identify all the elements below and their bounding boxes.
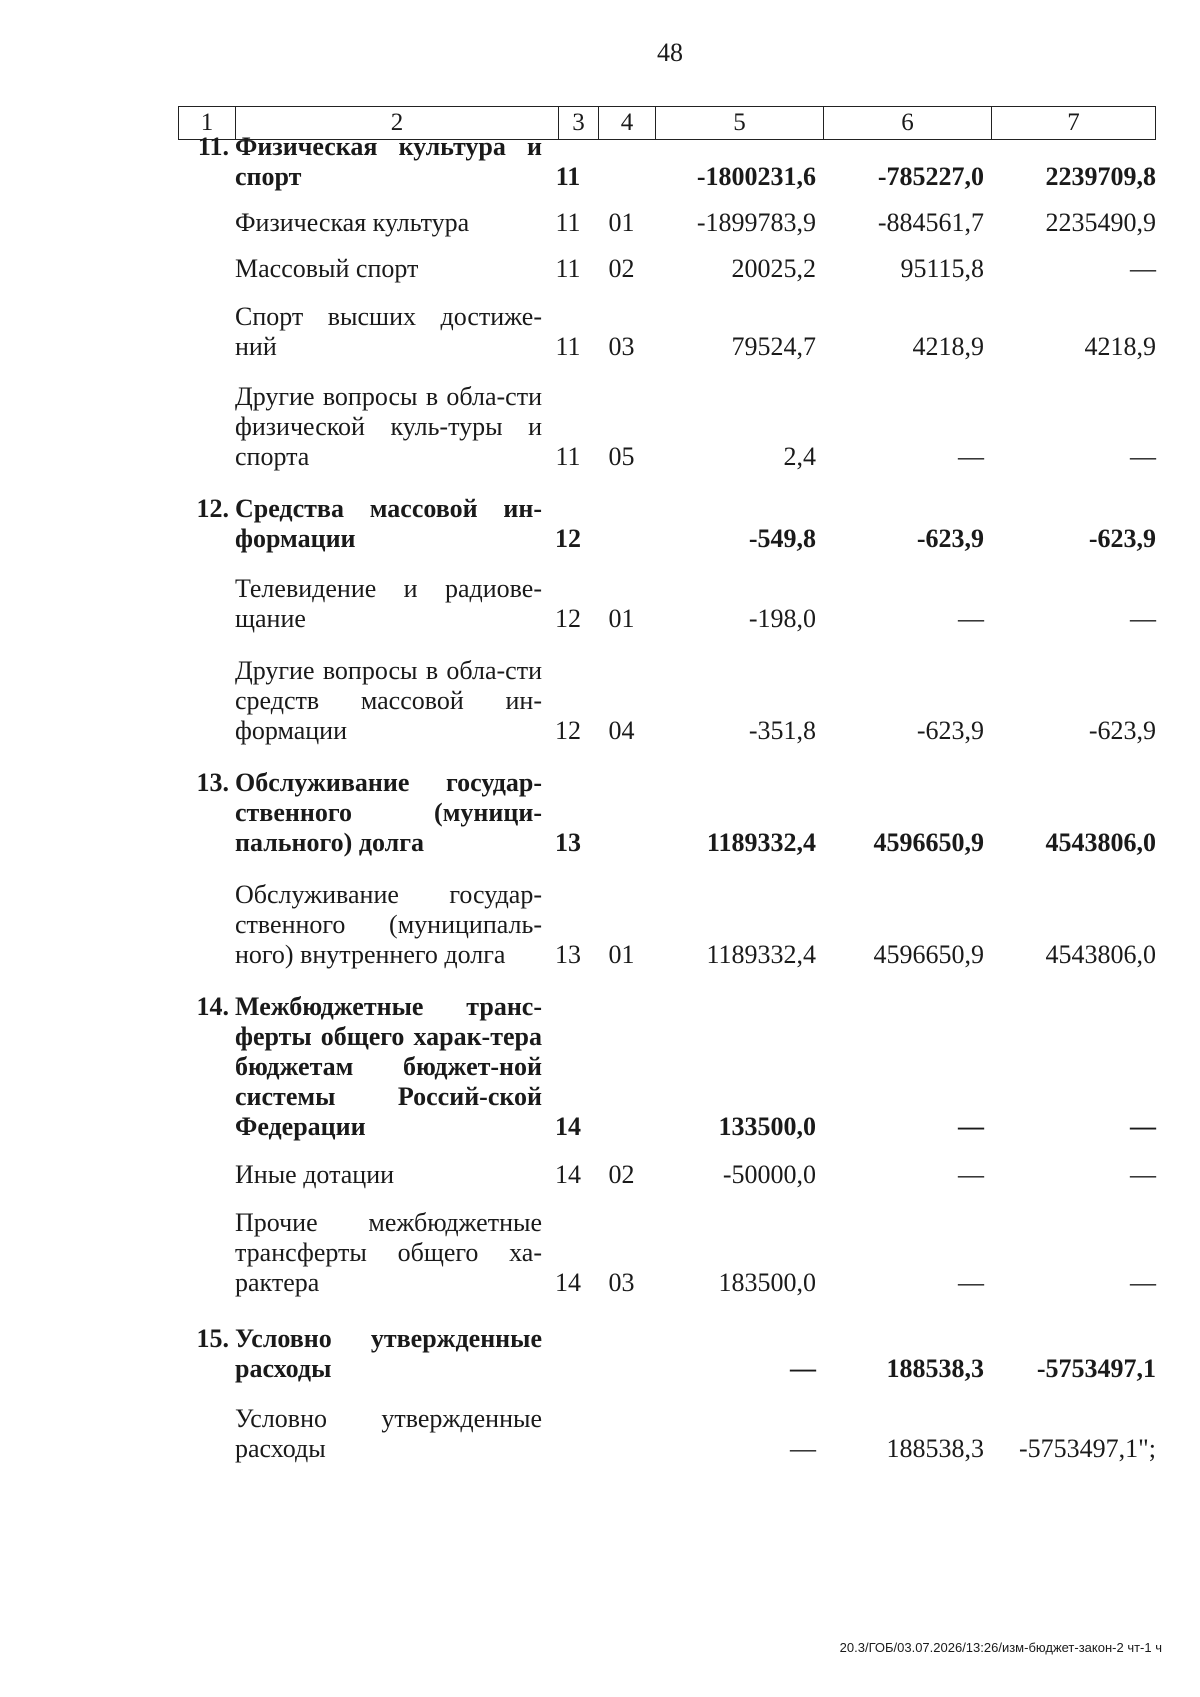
header-col-7: 7 [1067,109,1080,136]
row-value-col5: -1800231,6 [696,162,816,191]
table-row [178,768,1156,858]
row-value-col7: 2235490,9 [1045,208,1156,237]
row-name: Прочие межбюджетные трансферты общего ха-рактера [235,1208,542,1297]
row-subsection: 02 [608,254,635,283]
row-name: Обслуживание государ-ственного (муници-пального) долга [235,768,542,857]
row-value-col5: 20025,2 [731,254,816,283]
row-value-col7: -5753497,1 [1036,1354,1156,1383]
row-section: 11 [555,162,581,191]
row-value-col5: -50000,0 [722,1160,816,1189]
row-value-col7: 4218,9 [1084,332,1156,361]
row-number: 13. [196,768,229,797]
row-name: Физическая культура и спорт [235,132,542,191]
row-value-col7: 4543806,0 [1045,828,1156,857]
row-value-col6: — [958,1160,984,1189]
row-value-col6: 95115,8 [900,254,984,283]
row-value-col7: — [1130,254,1156,283]
row-section: 11 [555,254,581,283]
row-section: 12 [555,524,581,553]
row-name: Другие вопросы в обла-сти физической куль-туры и спорта [235,382,542,471]
row-name: Обслуживание государ-ственного (муниципаль-ного) внутреннего долга [235,880,542,969]
row-number: 14. [196,992,229,1021]
row-subsection: 03 [608,332,635,361]
row-value-col6: -785227,0 [877,162,984,191]
row-value-col7: -623,9 [1088,524,1156,553]
row-name: Другие вопросы в обла-сти средств массовой ин-формации [235,656,542,745]
table-row [178,992,1156,1142]
row-value-col5: -549,8 [748,524,816,553]
row-section: 14 [555,1268,581,1297]
row-value-col6: 4596650,9 [873,828,984,857]
row-section: 13 [555,828,581,857]
row-subsection: 02 [608,1160,635,1189]
row-name: Средства массовой ин-формации [235,494,542,553]
row-value-col5: 133500,0 [718,1112,816,1141]
row-name: Межбюджетные транс-ферты общего харак-тера бюджетам бюджет-ной системы Россий-ской Федерации [235,992,542,1141]
row-value-col5: — [790,1434,816,1463]
header-col-3: 3 [559,107,599,139]
row-section: 12 [555,716,581,745]
row-value-col5: 1189332,4 [706,828,816,857]
row-value-col5: -198,0 [748,604,816,633]
table-row [178,1404,1156,1464]
table-row [178,132,1156,192]
row-section: 11 [555,332,581,361]
header-col-5: 5 [656,107,824,139]
row-name: Спорт высших достиже-ний [235,302,542,361]
row-section: 12 [555,604,581,633]
row-value-col5: 79524,7 [731,332,816,361]
row-value-col5: 183500,0 [718,1268,816,1297]
row-name: Массовый спорт [235,254,419,283]
row-value-col7: — [1130,1112,1156,1141]
table-row [178,302,1156,362]
row-name: Условно утвержденные расходы [235,1404,542,1463]
footer-document-code: 20.3/ГОБ/03.07.2026/13:26/изм-бюджет-закон-2 чт-1 ч [839,1640,1162,1655]
row-value-col6: 188538,3 [886,1354,984,1383]
row-subsection: 01 [608,604,635,633]
row-subsection: 01 [608,208,635,237]
table-row [178,208,1156,238]
row-value-col5: -351,8 [748,716,816,745]
header-col-4: 4 [599,107,656,139]
row-value-col6: -623,9 [916,524,984,553]
budget-table-body [178,132,1156,1464]
row-name: Телевидение и радиове-щание [235,574,542,633]
table-row [178,880,1156,970]
row-section: 13 [555,940,581,969]
row-name: Физическая культура [235,208,470,237]
table-row [178,1324,1156,1384]
page-number: 48 [657,38,683,67]
row-subsection: 03 [608,1268,635,1297]
table-row [178,1160,1156,1190]
row-value-col6: — [958,1112,984,1141]
header-col-1: 1 [179,107,236,139]
row-value-col6: 188538,3 [886,1434,984,1463]
row-number: 12. [196,494,229,523]
row-name: Условно утвержденные расходы [235,1324,542,1383]
row-section: 14 [555,1112,581,1141]
table-row [178,494,1156,554]
row-number: 15. [196,1324,229,1353]
header-col-2: 2 [236,107,559,139]
row-value-col7: — [1130,604,1156,633]
table-row [178,382,1156,472]
row-value-col7: — [1130,1160,1156,1189]
row-value-col6: -884561,7 [877,208,984,237]
table-row [178,1208,1156,1298]
row-value-col5: 1189332,4 [706,940,816,969]
row-section: 14 [555,1160,581,1189]
row-value-col6: — [958,604,984,633]
row-value-col7: -623,9 [1088,716,1156,745]
row-section: 11 [555,442,581,471]
row-subsection: 05 [608,442,635,471]
row-value-col6: 4218,9 [912,332,984,361]
row-value-col6: -623,9 [916,716,984,745]
row-section: 11 [555,208,581,237]
row-subsection: 04 [608,716,635,745]
row-value-col7: — [1130,1268,1156,1297]
row-value-col6: — [958,1268,984,1297]
row-value-col7: — [1130,442,1156,471]
row-name: Иные дотации [235,1160,395,1189]
row-value-col6: — [958,442,984,471]
row-value-col6: 4596650,9 [873,940,984,969]
row-value-col5: — [790,1354,816,1383]
header-col-6: 6 [824,107,992,139]
row-value-col7: 2239709,8 [1045,162,1156,191]
row-subsection: 01 [608,940,635,969]
table-row [178,656,1156,746]
row-value-col7: 4543806,0 [1045,940,1156,969]
row-value-col7: -5753497,1"; [1019,1434,1156,1463]
row-value-col5: 2,4 [783,442,816,471]
row-value-col5: -1899783,9 [696,208,816,237]
table-row [178,254,1156,284]
row-number: 11. [197,132,229,161]
table-row [178,574,1156,634]
